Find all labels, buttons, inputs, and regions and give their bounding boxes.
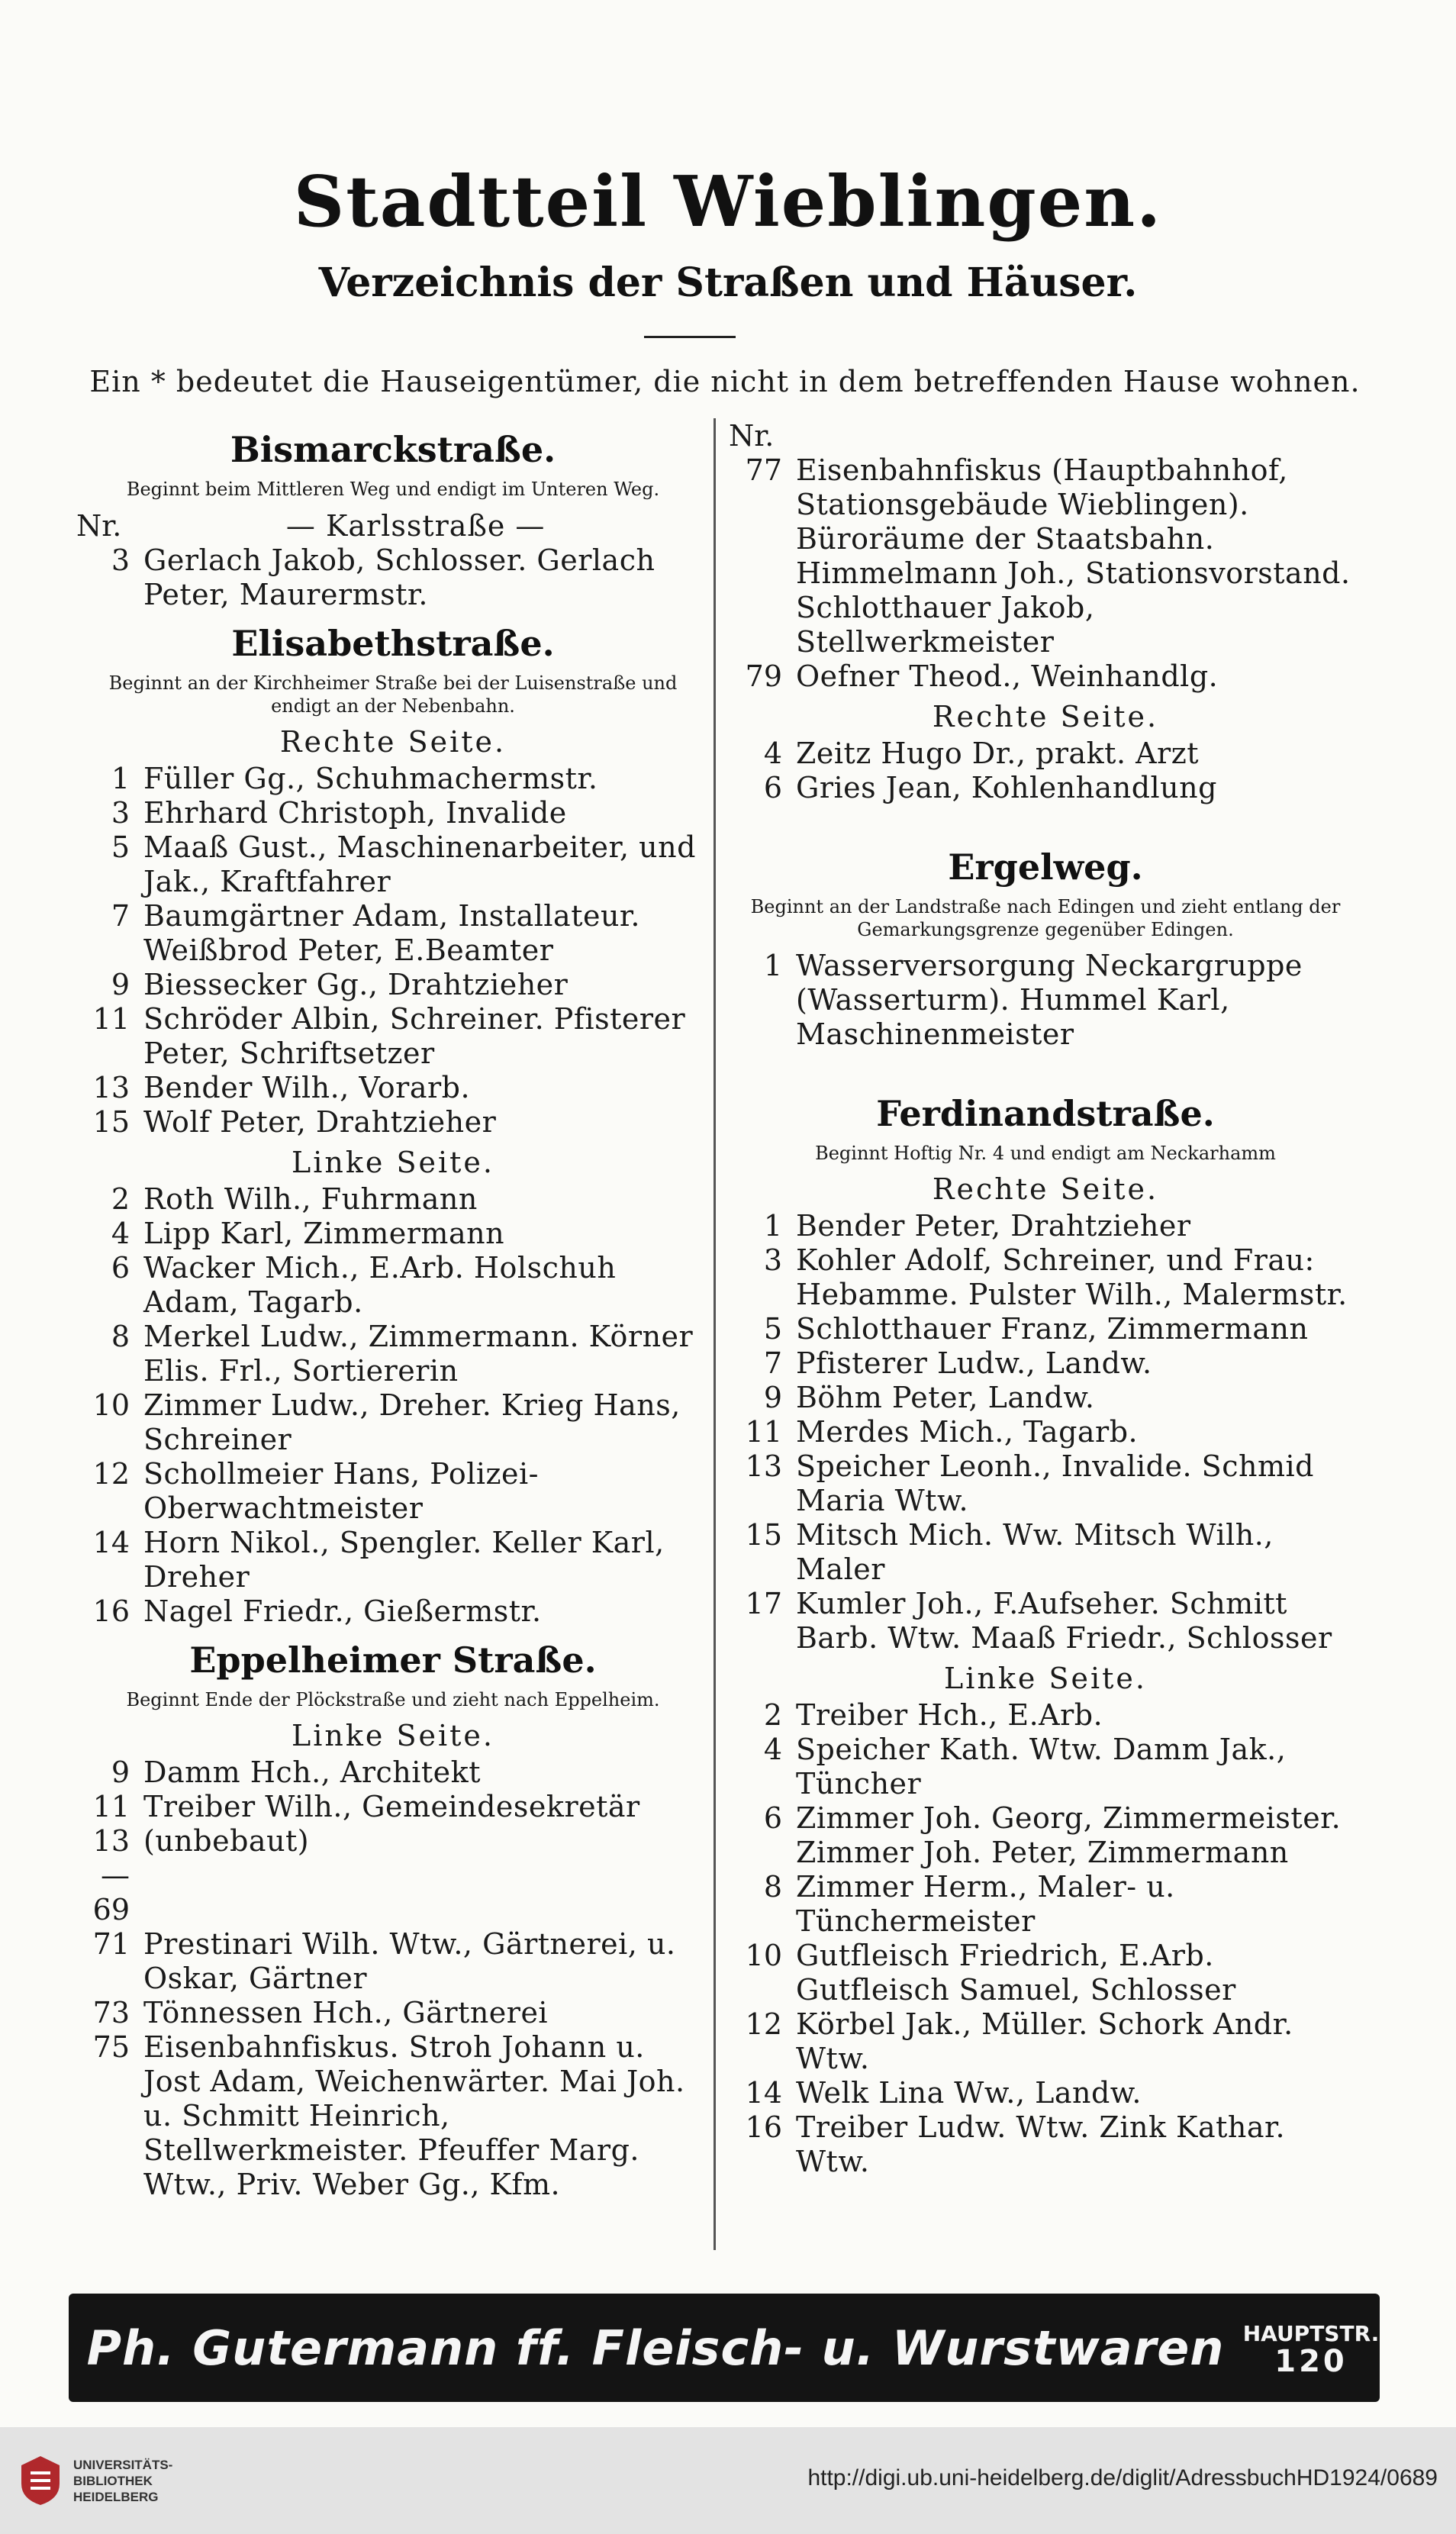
resident-text: Eisenbahnfiskus. Stroh Johann u. Jost Adam, Weichenwärter. Mai Joh. u. Schmitt Heinrich, Stellwerkmeister. Pfeuffer Marg. Wtw., Priv. Weber Gg., Kfm. <box>143 2030 685 2201</box>
cross-street: — Karlsstraße — <box>285 509 546 543</box>
side-heading: Rechte Seite. <box>279 725 507 759</box>
address-entry <box>76 796 710 830</box>
address-entry <box>729 1870 1362 1939</box>
house-number: 9 <box>111 968 130 1001</box>
house-number: 14 <box>92 1526 130 1559</box>
street-description: Beginnt beim Mittleren Weg und endigt im Unteren Weg. <box>126 479 660 500</box>
address-entry <box>729 1587 1362 1655</box>
address-entry <box>729 771 1362 805</box>
street-name: Ferdinandstraße. <box>876 1093 1215 1134</box>
street-name: Bismarckstraße. <box>230 429 556 470</box>
house-number: 3 <box>111 796 130 830</box>
address-entry <box>729 1449 1362 1518</box>
side-heading: Rechte Seite. <box>932 1172 1159 1206</box>
street-name: Elisabethstraße. <box>231 623 555 664</box>
house-number: 7 <box>763 1346 782 1380</box>
resident-text: Gries Jean, Kohlenhandlung <box>796 771 1217 804</box>
entry-list <box>729 949 1362 1052</box>
address-entry <box>729 1939 1362 2007</box>
resident-text: Bender Wilh., Vorarb. <box>143 1071 471 1104</box>
resident-text: Roth Wilh., Fuhrmann <box>143 1182 478 1216</box>
resident-text: Zimmer Herm., Maler- u. Tünchermeister <box>796 1870 1175 1938</box>
source-url-link[interactable]: http://digi.ub.uni-heidelberg.de/diglit/AdressbuchHD1924/0689 <box>807 2465 1438 2490</box>
house-number: 5 <box>111 830 130 864</box>
street-description: Beginnt an der Kirchheimer Straße bei der Luisenstraße und endigt an der Nebenbahn. <box>108 672 678 717</box>
house-number: 15 <box>92 1105 130 1139</box>
address-entry <box>76 1182 710 1217</box>
resident-text: Nagel Friedr., Gießermstr. <box>143 1594 542 1628</box>
street-name: Eppelheimer Straße. <box>189 1639 597 1681</box>
resident-text: Bender Peter, Drahtzieher <box>796 1209 1191 1243</box>
entry-list <box>729 1698 1362 2179</box>
house-number: 3 <box>111 543 130 577</box>
house-number: 12 <box>92 1457 130 1491</box>
address-entry <box>729 2110 1362 2179</box>
street-description: Beginnt an der Landstraße nach Edingen und zieht entlang der Gemarkungsgrenze gegenüber Edingen. <box>750 896 1341 940</box>
ad-street: HAUPTSTR. <box>1242 2321 1380 2346</box>
side-heading: Linke Seite. <box>292 1719 494 1752</box>
resident-text: Wacker Mich., E.Arb. Holschuh Adam, Tagarb. <box>143 1251 617 1319</box>
house-number: 9 <box>763 1381 782 1414</box>
library-name-line: BIBLIOTHEK <box>73 2473 153 2488</box>
house-number: 4 <box>763 1733 782 1766</box>
library-name-line: HEIDELBERG <box>73 2489 159 2504</box>
address-entry <box>76 1251 710 1320</box>
house-number: 16 <box>745 2110 782 2144</box>
side-heading: Linke Seite. <box>944 1662 1147 1695</box>
resident-text: Speicher Leonh., Invalide. Schmid Maria Wtw. <box>796 1449 1314 1517</box>
address-entry <box>729 737 1362 771</box>
resident-text: Baumgärtner Adam, Installateur. Weißbrod Peter, E.Beamter <box>143 899 640 967</box>
street-description: Beginnt Hoftig Nr. 4 und endigt am Neckarhamm <box>815 1143 1276 1164</box>
address-entry <box>76 830 710 899</box>
address-entry <box>76 968 710 1002</box>
resident-text: Treiber Wilh., Gemeindesekretär <box>143 1790 640 1823</box>
house-number: 13—69 <box>92 1824 130 1926</box>
house-number: 77 <box>745 453 782 487</box>
address-entry <box>729 2007 1362 2076</box>
entry-list <box>729 737 1362 805</box>
address-entry <box>729 453 1362 659</box>
house-number: 6 <box>763 771 782 804</box>
address-entry <box>729 659 1362 694</box>
street-description: Beginnt Ende der Plöckstraße und zieht nach Eppelheim. <box>126 1689 660 1710</box>
resident-text: Gerlach Jakob, Schlosser. Gerlach Peter, Maurermstr. <box>143 543 656 611</box>
house-number: 79 <box>745 659 782 693</box>
address-entry <box>76 899 710 968</box>
library-name <box>73 2457 172 2505</box>
resident-text: Lipp Karl, Zimmermann <box>143 1217 505 1250</box>
title-rule <box>644 336 736 338</box>
resident-text: Körbel Jak., Müller. Schork Andr. Wtw. <box>796 2007 1293 2075</box>
house-number: 8 <box>763 1870 782 1904</box>
house-number: 13 <box>92 1071 130 1104</box>
house-number: 7 <box>111 899 130 933</box>
house-number: 9 <box>111 1755 130 1789</box>
address-entry <box>76 1388 710 1457</box>
address-entry <box>729 1518 1362 1587</box>
house-number: 11 <box>745 1415 782 1449</box>
address-entry <box>729 1312 1362 1346</box>
entry-list <box>76 543 710 612</box>
address-entry <box>729 1698 1362 1733</box>
resident-text: Treiber Ludw. Wtw. Zink Kathar. Wtw. <box>796 2110 1286 2178</box>
address-entry <box>729 1733 1362 1801</box>
house-number: 3 <box>763 1243 782 1277</box>
entry-list <box>76 1755 710 2202</box>
resident-text: Mitsch Mich. Ww. Mitsch Wilh., Maler <box>796 1518 1274 1586</box>
resident-text: Eisenbahnfiskus (Hauptbahnhof, Stationsgebäude Wieblingen). Büroräume der Staatsbahn. Himmelmann Joh., Stationsvorstand. Schlotthauer Jakob, Stellwerkmeister <box>796 453 1351 659</box>
resident-text: Schröder Albin, Schreiner. Pfisterer Peter, Schriftsetzer <box>143 1002 686 1070</box>
resident-text: Oefner Theod., Weinhandlg. <box>796 659 1219 693</box>
house-number: 10 <box>745 1939 782 1972</box>
library-logo[interactable] <box>17 2453 172 2508</box>
address-entry <box>729 1415 1362 1449</box>
library-name-line: UNIVERSITÄTS- <box>73 2457 173 2472</box>
library-seal-icon <box>17 2453 64 2508</box>
resident-text: Pfisterer Ludw., Landw. <box>796 1346 1152 1380</box>
ad-address <box>1242 2320 1380 2379</box>
resident-text: Maaß Gust., Maschinenarbeiter, und Jak., Kraftfahrer <box>143 830 696 898</box>
resident-text: Speicher Kath. Wtw. Damm Jak., Tüncher <box>796 1733 1287 1801</box>
house-number: 75 <box>92 2030 130 2064</box>
house-number: 1 <box>111 762 130 795</box>
address-entry <box>729 1243 1362 1312</box>
legend-note: Ein * bedeutet die Hauseigentümer, die nicht in dem betreffenden Hause wohnen. <box>89 365 1361 398</box>
footer-bar <box>0 2427 1456 2534</box>
resident-text: Biessecker Gg., Drahtzieher <box>143 968 569 1001</box>
resident-text: Kumler Joh., F.Aufseher. Schmitt Barb. Wtw. Maaß Friedr., Schlosser <box>796 1587 1332 1655</box>
nr-label: Nr. <box>729 419 775 453</box>
house-number: 17 <box>745 1587 782 1620</box>
resident-text: Merdes Mich., Tagarb. <box>796 1415 1139 1449</box>
column-divider <box>714 418 716 2250</box>
resident-text: Zimmer Joh. Georg, Zimmermeister. Zimmer Joh. Peter, Zimmermann <box>796 1801 1342 1869</box>
street-name: Ergelweg. <box>948 846 1143 888</box>
resident-text: Böhm Peter, Landw. <box>796 1381 1095 1414</box>
address-entry <box>76 1824 710 1927</box>
resident-text: Zimmer Ludw., Dreher. Krieg Hans, Schreiner <box>143 1388 681 1456</box>
house-number: 14 <box>745 2076 782 2110</box>
address-entry <box>76 1320 710 1388</box>
entry-list <box>76 1182 710 1629</box>
resident-text: Wolf Peter, Drahtzieher <box>143 1105 497 1139</box>
ad-house-number: 120 <box>1274 2344 1348 2379</box>
address-entry <box>76 1790 710 1824</box>
house-number: 10 <box>92 1388 130 1422</box>
side-heading: Linke Seite. <box>292 1146 494 1179</box>
house-number: 71 <box>92 1927 130 1961</box>
house-number: 12 <box>745 2007 782 2041</box>
side-heading: Rechte Seite. <box>932 700 1159 733</box>
resident-text: Welk Lina Ww., Landw. <box>796 2076 1142 2110</box>
address-entry <box>76 1002 710 1071</box>
house-number: 73 <box>92 1996 130 2029</box>
address-entry <box>76 1457 710 1526</box>
address-entry <box>729 949 1362 1052</box>
advertisement-banner <box>69 2294 1380 2402</box>
left-column <box>76 418 710 2202</box>
address-entry <box>76 1526 710 1594</box>
resident-text: Prestinari Wilh. Wtw., Gärtnerei, u. Oskar, Gärtner <box>143 1927 676 1995</box>
entry-list <box>76 762 710 1140</box>
resident-text: Wasserversorgung Neckargruppe (Wasserturm). Hummel Karl, Maschinenmeister <box>796 949 1303 1051</box>
resident-text: Ehrhard Christoph, Invalide <box>143 796 567 830</box>
resident-text: Treiber Hch., E.Arb. <box>796 1698 1103 1732</box>
address-entry <box>729 1381 1362 1415</box>
address-entry <box>76 1071 710 1105</box>
nr-label: Nr. <box>76 509 122 543</box>
resident-text: Kohler Adolf, Schreiner, und Frau: Hebamme. Pulster Wilh., Malermstr. <box>796 1243 1348 1311</box>
page-title: Stadtteil Wieblingen. <box>293 160 1163 243</box>
house-number: 4 <box>763 737 782 770</box>
right-column <box>729 418 1362 2179</box>
address-entry <box>76 1105 710 1140</box>
page-subtitle: Verzeichnis der Straßen und Häuser. <box>318 260 1138 306</box>
ad-text: Ph. Gutermann ff. Fleisch- u. Wurstwaren <box>86 2320 1225 2376</box>
address-entry <box>76 1594 710 1629</box>
cross-street-row <box>76 508 710 543</box>
resident-text: Zeitz Hugo Dr., prakt. Arzt <box>796 737 1200 770</box>
address-entry <box>76 543 710 612</box>
house-number: 2 <box>763 1698 782 1732</box>
resident-text: Schollmeier Hans, Polizei-Oberwachtmeister <box>143 1457 540 1525</box>
house-number: 1 <box>763 949 782 982</box>
address-entry <box>76 762 710 796</box>
house-number: 1 <box>763 1209 782 1243</box>
address-entry <box>76 1927 710 1996</box>
house-number: 8 <box>111 1320 130 1353</box>
house-number: 2 <box>111 1182 130 1216</box>
address-entry <box>76 1217 710 1251</box>
address-entry <box>729 1346 1362 1381</box>
resident-text: Tönnessen Hch., Gärtnerei <box>143 1996 549 2029</box>
house-number: 13 <box>745 1449 782 1483</box>
address-entry <box>76 2030 710 2202</box>
entry-list <box>729 453 1362 694</box>
house-number: 6 <box>111 1251 130 1285</box>
house-number: 11 <box>92 1002 130 1036</box>
resident-text: Merkel Ludw., Zimmermann. Körner Elis. Frl., Sortiererin <box>143 1320 694 1388</box>
address-entry <box>729 2076 1362 2110</box>
address-entry <box>729 1801 1362 1870</box>
resident-text: Horn Nikol., Spengler. Keller Karl, Dreher <box>143 1526 665 1594</box>
house-number: 5 <box>763 1312 782 1346</box>
address-entry <box>729 1209 1362 1243</box>
entry-list <box>729 1209 1362 1655</box>
resident-text: (unbebaut) <box>143 1824 310 1858</box>
address-entry <box>76 1996 710 2030</box>
resident-text: Schlotthauer Franz, Zimmermann <box>796 1312 1309 1346</box>
address-entry <box>76 1755 710 1790</box>
house-number: 6 <box>763 1801 782 1835</box>
house-number: 11 <box>92 1790 130 1823</box>
resident-text: Füller Gg., Schuhmachermstr. <box>143 762 598 795</box>
resident-text: Gutfleisch Friedrich, E.Arb. Gutfleisch Samuel, Schlosser <box>796 1939 1236 2007</box>
resident-text: Damm Hch., Architekt <box>143 1755 481 1789</box>
house-number: 16 <box>92 1594 130 1628</box>
house-number: 4 <box>111 1217 130 1250</box>
house-number: 15 <box>745 1518 782 1552</box>
